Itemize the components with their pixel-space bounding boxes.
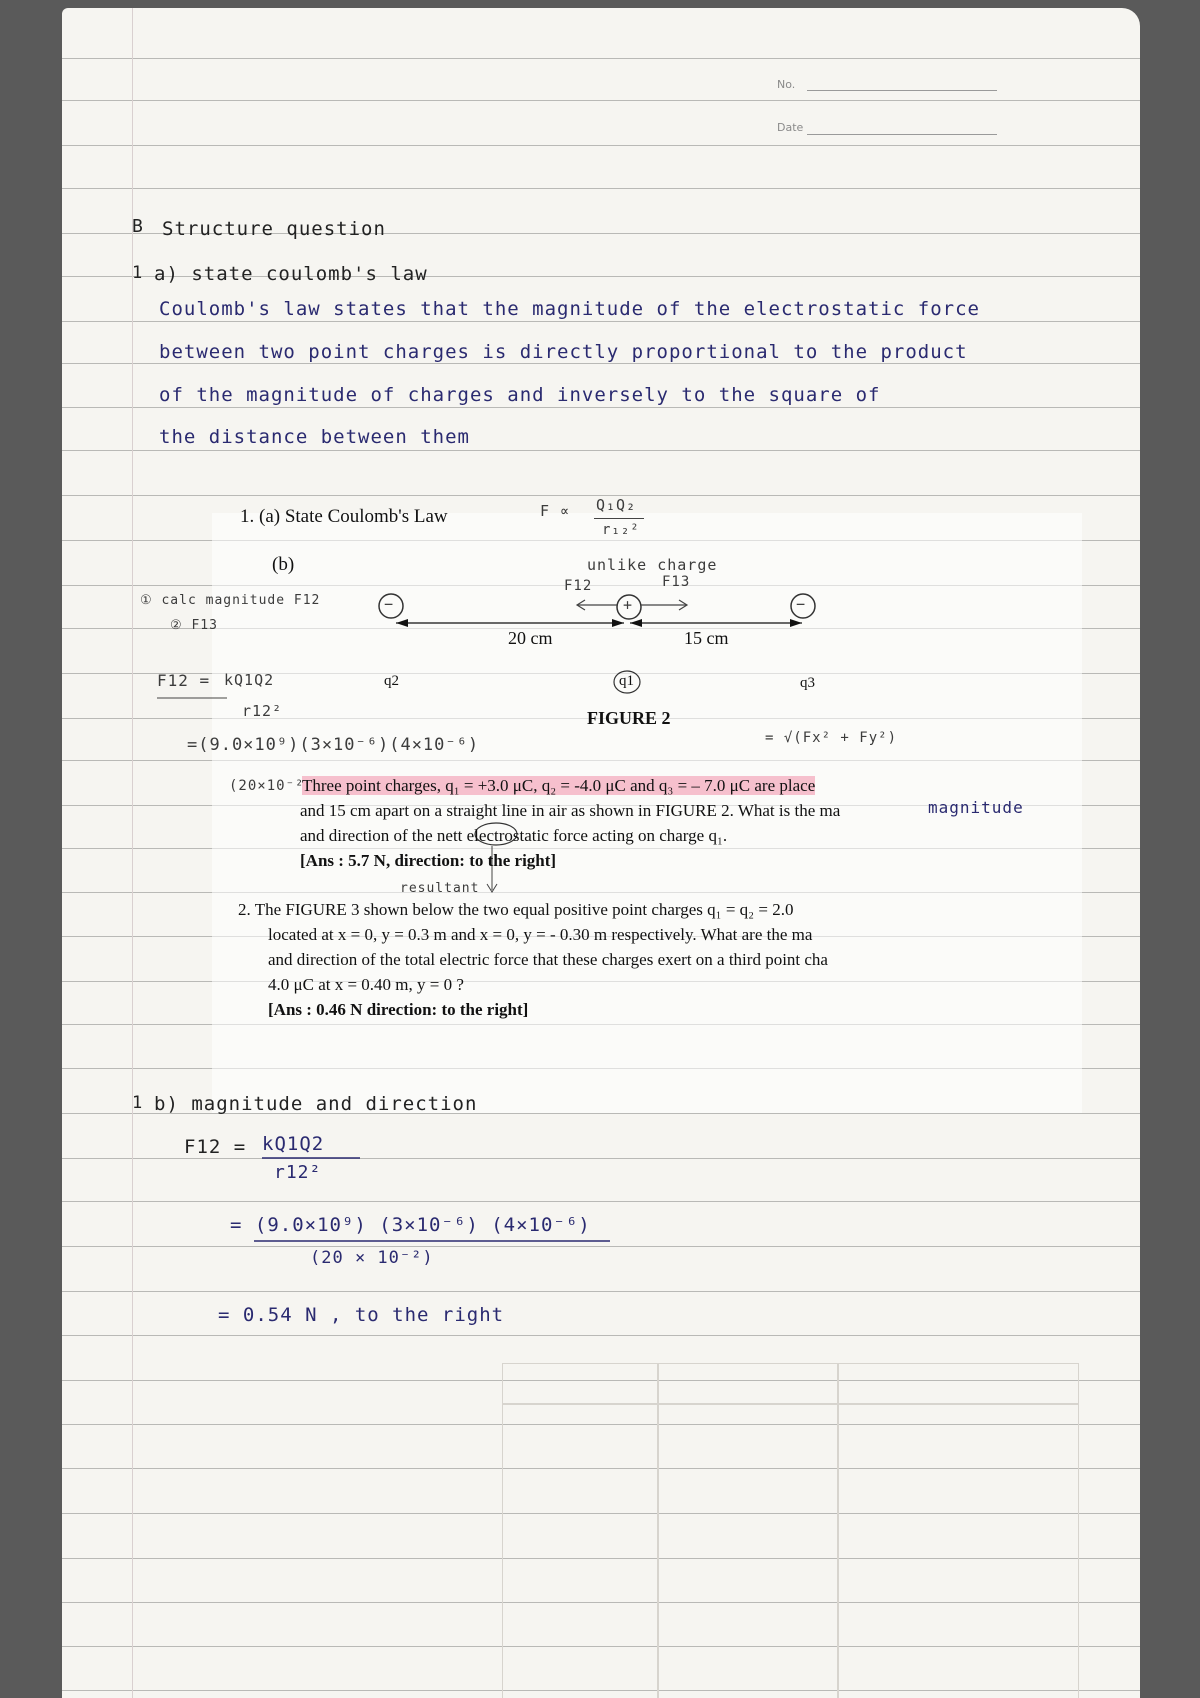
- figure-caption: FIGURE 2: [587, 708, 671, 728]
- q1a-answer-line: between two point charges is directly proportional to the product: [159, 341, 968, 363]
- charge-q1-sign: +: [623, 596, 634, 614]
- pencil-proportional: F ∝: [540, 502, 571, 520]
- pencil-f12-denominator: r12²: [242, 702, 283, 720]
- q2-text-line: 4.0 μC at x = 0.40 m, y = 0 ?: [268, 975, 464, 994]
- pencil-resultant-formula: = √(Fx² + Fy²): [765, 730, 898, 746]
- label-q1: q1: [619, 673, 634, 689]
- q1a-answer-line: the distance between them: [159, 426, 470, 448]
- label-q2: q2: [384, 673, 399, 689]
- pencil-calc-f13: ② F13: [170, 618, 218, 633]
- pencil-resultant: resultant: [400, 881, 480, 896]
- notebook-page: [62, 8, 1140, 1698]
- pencil-unlike-charge: unlike charge: [587, 556, 718, 574]
- pencil-f13-label: F13: [662, 574, 691, 590]
- distance-arrowhead: [790, 619, 802, 627]
- printed-q1-title: 1. (a) State Coulomb's Law: [240, 506, 448, 527]
- q2-text-line: and direction of the total electric force that these charges exert on a third point cha: [268, 950, 828, 969]
- q1b-result: = 0.54 N , to the right: [218, 1304, 505, 1326]
- q1b-prompt: b) magnitude and direction: [154, 1093, 478, 1115]
- q1-text-line: and direction of the nett electrostatic force acting on charge q₁.: [300, 826, 728, 845]
- pencil-prop-numerator: Q₁Q₂: [596, 496, 637, 514]
- q1a-answer-line: of the magnitude of charges and inversely to the square of: [159, 384, 881, 406]
- q1a-answer-line: Coulomb's law states that the magnitude of the electrostatic force: [159, 298, 980, 320]
- distance-arrowhead: [396, 619, 408, 627]
- distance-arrowhead: [612, 619, 624, 627]
- q1a-prompt: a) state coulomb's law: [154, 263, 428, 285]
- pencil-prop-denominator: r₁₂²: [602, 522, 640, 538]
- charge-q3-sign: −: [796, 595, 807, 613]
- date-label: Date: [777, 121, 804, 134]
- section-title: Structure question: [162, 218, 386, 240]
- q1b-formula-denominator: r12²: [274, 1162, 322, 1183]
- q1-answer: [Ans : 5.7 N, direction: to the right]: [300, 851, 557, 870]
- q1b-substitution-denominator: (20 × 10⁻²): [310, 1248, 434, 1268]
- q1b-substitution-numerator: = (9.0×10⁹) (3×10⁻⁶) (4×10⁻⁶): [230, 1214, 591, 1236]
- q1a-number: 1: [132, 263, 144, 283]
- pencil-f12-eq: F12 =: [157, 671, 211, 690]
- charge-q2-sign: −: [384, 595, 395, 613]
- ghost-table-rule: [837, 1363, 839, 1698]
- distance-left-label: 20 cm: [508, 628, 553, 648]
- section-number: B: [132, 216, 144, 237]
- q1-text-line: and 15 cm apart on a straight line in air as shown in FIGURE 2. What is the ma: [300, 801, 841, 820]
- ghost-table: [502, 1363, 1079, 1698]
- ghost-table-rule: [502, 1403, 1079, 1405]
- label-q3: q3: [800, 675, 815, 691]
- q1b-formula-numerator: kQ1Q2: [262, 1133, 325, 1155]
- distance-right-label: 15 cm: [684, 628, 729, 648]
- pencil-substitution: =(9.0×10⁹)(3×10⁻⁶)(4×10⁻⁶): [187, 735, 480, 755]
- pencil-f12-numerator: kQ1Q2: [224, 671, 275, 689]
- distance-arrowhead: [630, 619, 642, 627]
- pencil-magnitude: magnitude: [928, 798, 1024, 817]
- q2-text-line: 2. The FIGURE 3 shown below the two equal positive point charges q₁ = q₂ = 2.0: [238, 900, 794, 919]
- pencil-f12-label: F12: [564, 578, 593, 594]
- q1-text-line: [302, 776, 815, 796]
- q1-text-highlight: Three point charges, q₁ = +3.0 μC, q₂ = -4.0 μC and q₃ = – 7.0 μC are place: [302, 776, 816, 795]
- printed-q1-b: (b): [272, 554, 295, 575]
- pencil-calc-f12: ① calc magnitude F12: [140, 593, 321, 608]
- pencil-substitution-denominator: (20×10⁻²: [229, 778, 305, 794]
- no-label: No.: [777, 78, 796, 91]
- ghost-table-rule: [657, 1363, 659, 1698]
- q2-answer: [Ans : 0.46 N direction: to the right]: [268, 1000, 529, 1019]
- q1b-number: 1: [132, 1093, 144, 1113]
- q2-text-line: located at x = 0, y = 0.3 m and x = 0, y = - 0.30 m respectively. What are the ma: [268, 925, 813, 944]
- q1b-f12-label: F12 =: [184, 1136, 247, 1158]
